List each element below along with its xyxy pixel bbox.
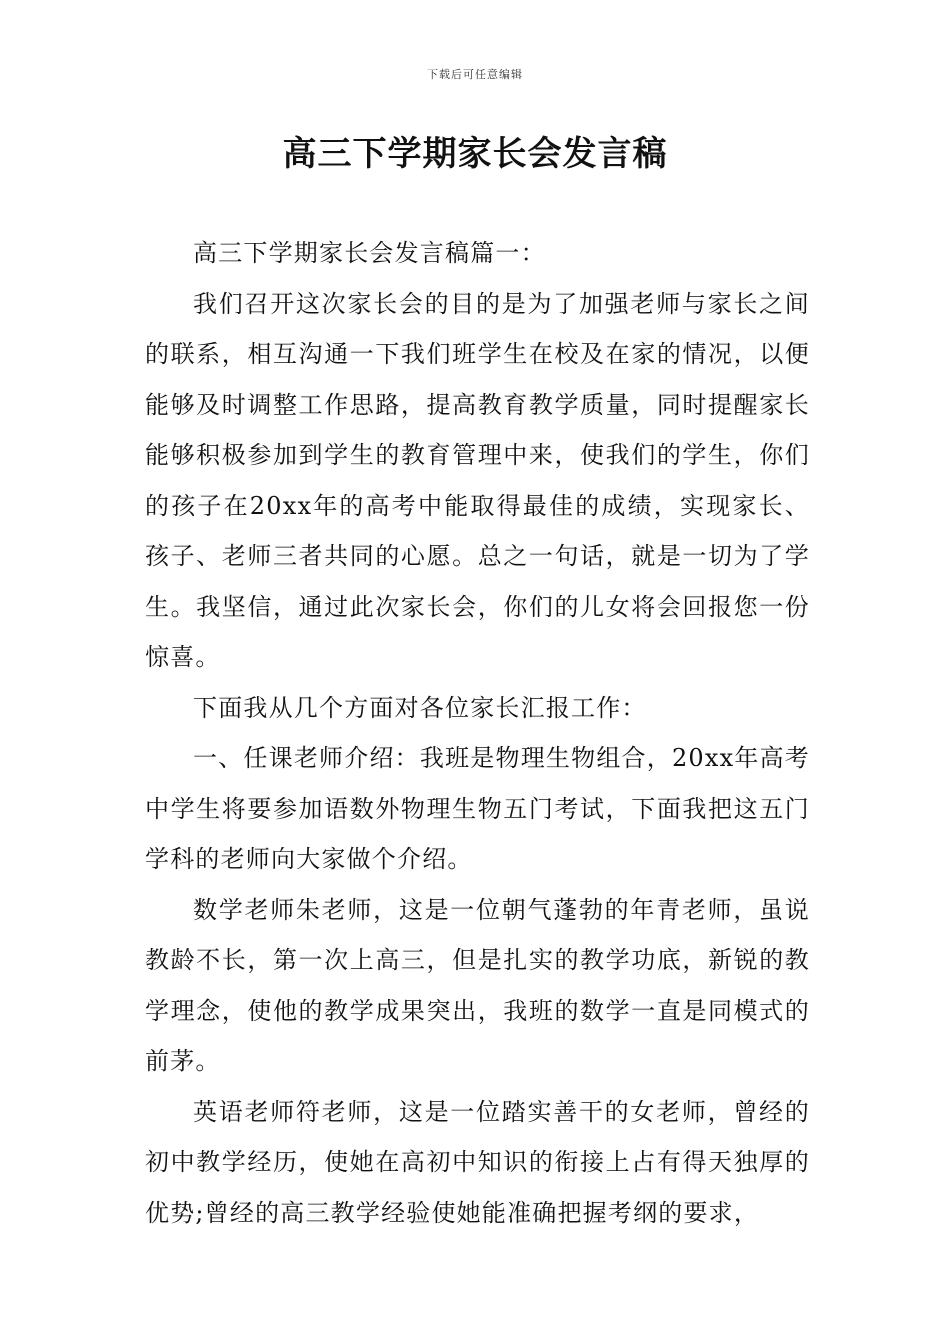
header-note: 下载后可任意编辑: [427, 68, 523, 81]
document-body: [145, 228, 810, 1238]
paragraph-report-lead: 下面我从几个方面对各位家长汇报工作：: [193, 693, 647, 722]
paragraph-section-heading: 高三下学期家长会发言稿篇一：: [193, 239, 546, 267]
paragraph-teachers-intro: 一、任课老师介绍：我班是物理生物组合，20xx年高考中学生将要参加语数外物理生物五门考试，下面我把这五门学科的老师向大家做个介绍。: [145, 744, 810, 873]
paragraph-math-teacher: 数学老师朱老师，这是一位朝气蓬勃的年青老师，虽说教龄不长，第一次上高三，但是扎实的教学功底，新锐的教学理念，使他的教学成果突出，我班的数学一直是同模式的前茅。: [145, 895, 810, 1075]
paragraph-english-teacher: 英语老师符老师，这是一位踏实善干的女老师，曾经的初中教学经历，使她在高初中知识的衔接上占有得天独厚的优势;曾经的高三教学经验使她能准确把握考纲的要求，: [145, 1097, 810, 1227]
page-title: 高三下学期家长会发言稿: [282, 134, 668, 174]
paragraph-intro: 我们召开这次家长会的目的是为了加强老师与家长之间的联系，相互沟通一下我们班学生在校及在家的情况，以便能够及时调整工作思路，提高教育教学质量，同时提醒家长能够积极参加到学生的教育管理中来，使我们的学生，你们的孩子在20xx年的高考中能取得最佳的成绩，实现家长、孩子、老师三者共同的心愿。总之一句话，就是一切为了学生。我坚信，通过此次家长会，你们的儿女将会回报您一份惊喜。: [145, 289, 810, 671]
